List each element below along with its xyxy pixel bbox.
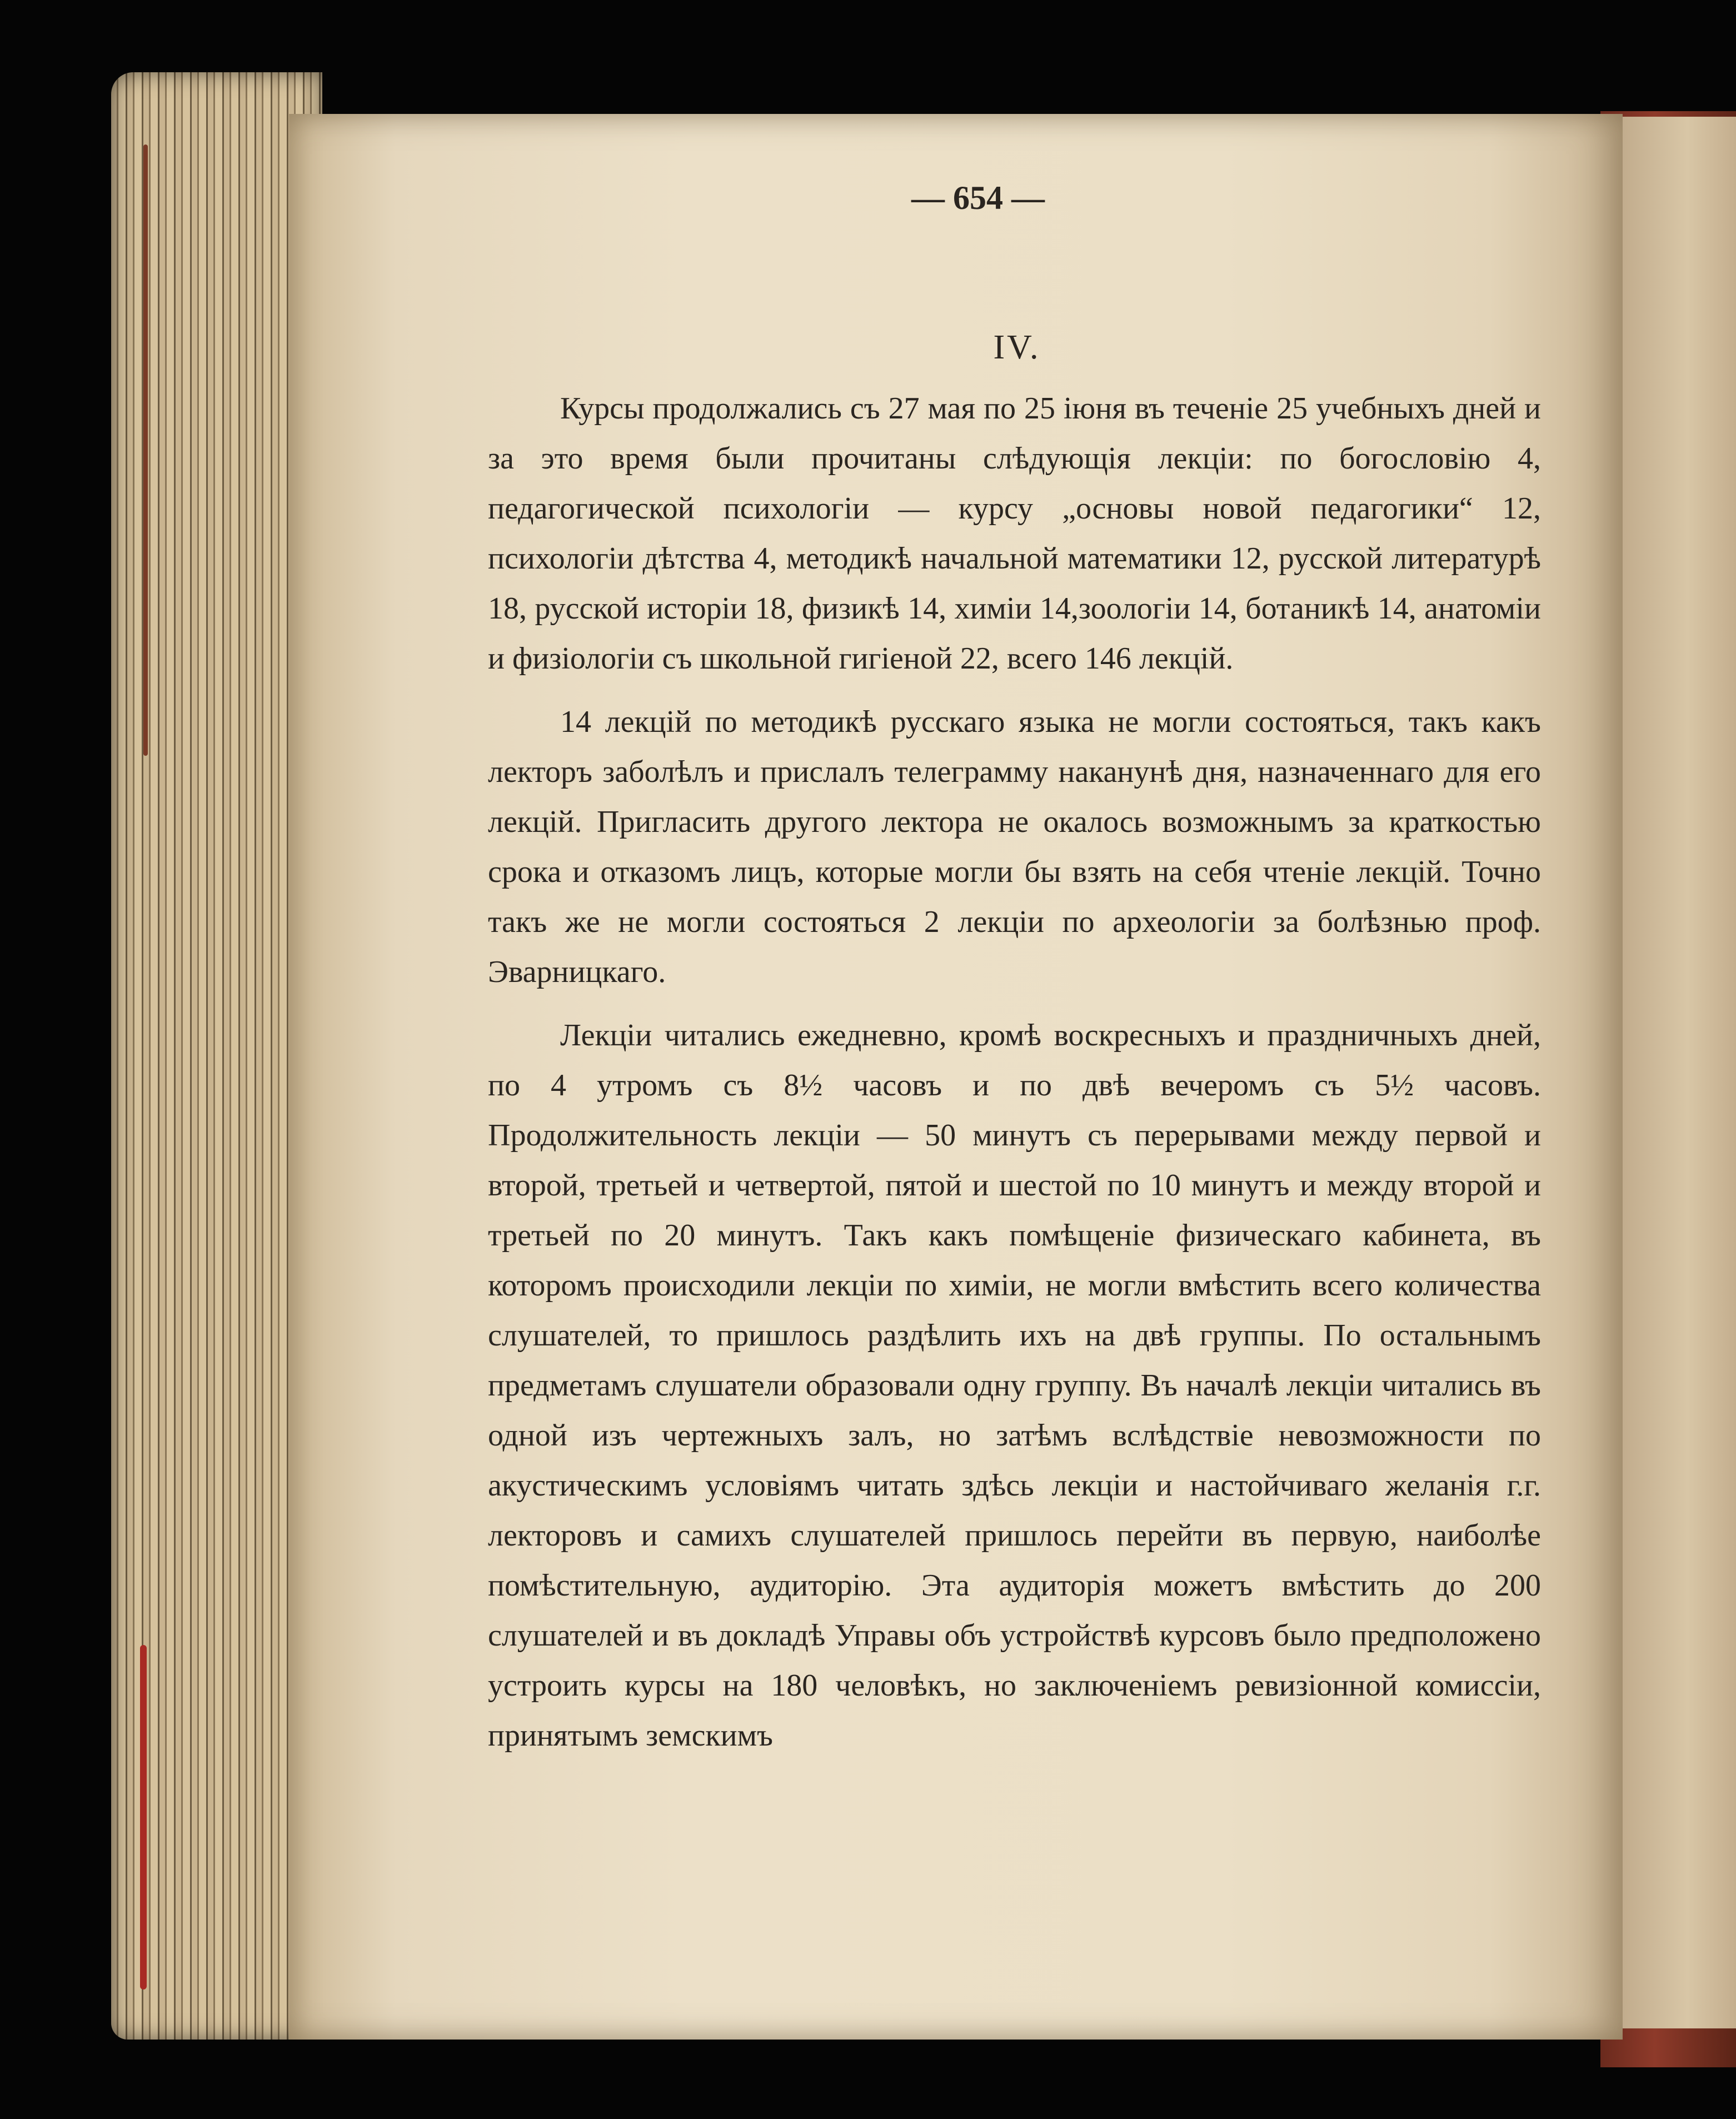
paragraph: Курсы продолжались съ 27 мая по 25 іюня въ теченіе 25 учебныхъ дней и за это время были прочитаны слѣдующія лекціи: по богословію 4, педагогической психологіи — курсу „основы новой педагогики“ 12, психологіи дѣтства 4, методикѣ начальной математики 12, русской литературѣ 18, русской исторіи 18, физикѣ 14, химіи 14,зоологіи 14, ботаникѣ 14, анатоміи и физіологіи съ школьной гигіеной 22, всего 146 лекцій. [488,391,1541,676]
page-number: — 654 — [911,180,1045,216]
paragraph: Лекціи читались ежедневно, кромѣ воскресныхъ и праздничныхъ дней, по 4 утромъ съ 8½ часовъ и по двѣ вечеромъ съ 5½ часовъ. Продолжительность лекціи — 50 минутъ съ перерывами между первой и второй, третьей и четвертой, пятой и шестой по 10 минутъ и между второй и третьей по 20 минутъ. Такъ какъ помѣщеніе физическаго кабинета, въ которомъ происходили лекціи по химіи, не могли вмѣстить всего количества слушателей, то пришлось раздѣлить ихъ на двѣ группы. По остальнымъ предметамъ слушатели образовали одну группу. Въ началѣ лекціи читались въ одной изъ чертежныхъ залъ, но затѣмъ вслѣдствіе невозможности по акустическимъ условіямъ читать здѣсь лекціи и настойчиваго желанія г.г. лекторовъ и самихъ слушателей пришлось перейти въ первую, наиболѣе помѣстительную, аудиторію. Эта аудиторія можетъ вмѣстить до 200 слушателей и въ докладѣ Управы объ устройствѣ курсовъ было предположено устроить курсы на 180 человѣкъ, но заключеніемъ ревизіонной комиссіи, принятымъ земскимъ [488,1018,1541,1753]
body-text [488,383,1541,1761]
next-page-edge [1614,117,1736,2028]
section-heading: IV. [993,328,1041,366]
binding-edge [143,144,148,756]
red-page-edge [140,1645,147,1990]
paragraph: 14 лекцій по методикѣ русскаго языка не могли состояться, такъ какъ лекторъ заболѣлъ и прислалъ телеграмму наканунѣ дня, назначеннаго для его лекцій. Пригласить другого лектора не окалось возможнымъ за краткостью срока и отказомъ лицъ, которые могли бы взять на себя чтеніе лекцій. Точно такъ же не могли состояться 2 лекціи по археологіи за болѣзнью проф. Эварницкаго. [488,705,1541,989]
